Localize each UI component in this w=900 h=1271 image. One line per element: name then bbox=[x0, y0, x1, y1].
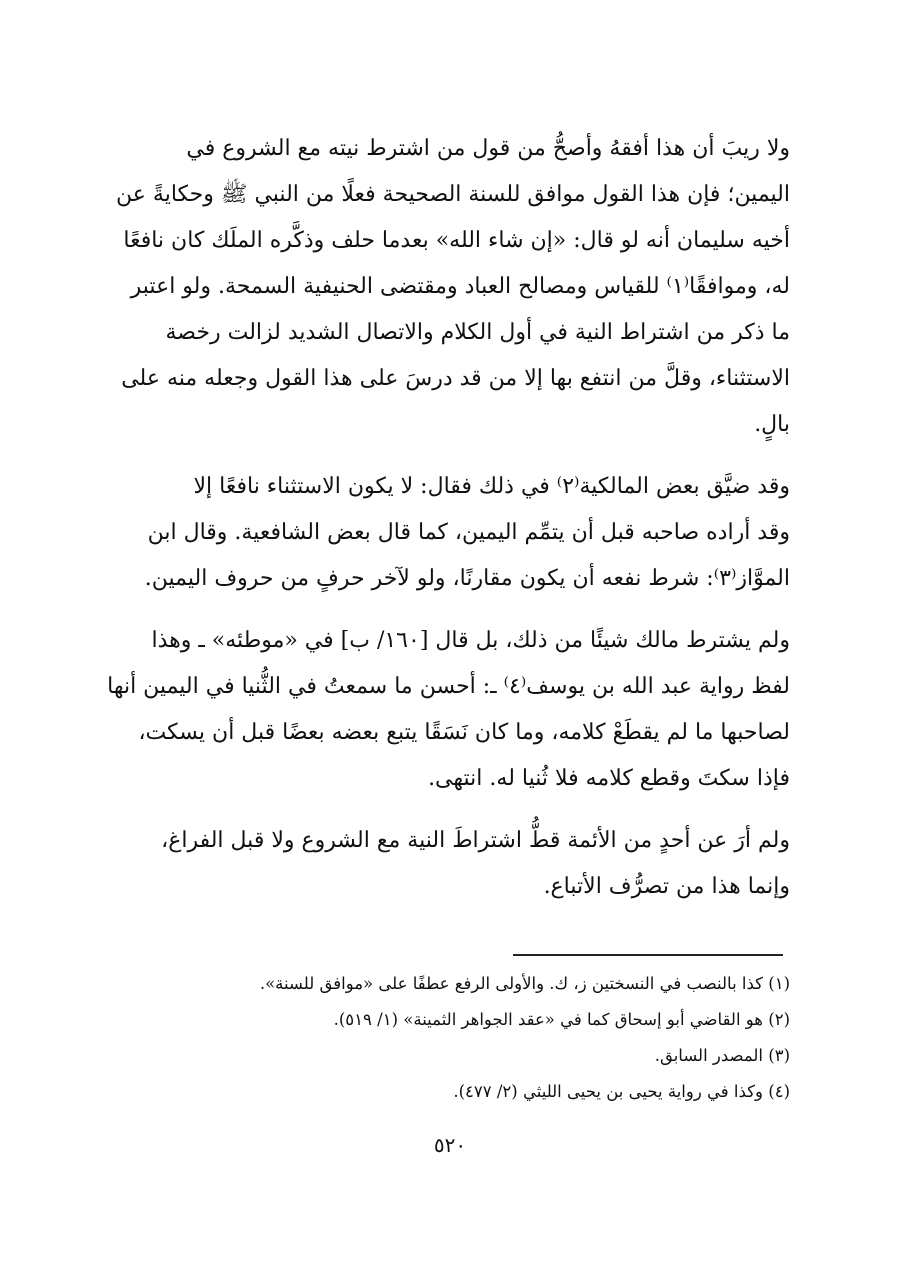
footnote-1: (١) كذا بالنصب في النسختين ز، ك. والأولى الرفع عطفًا على «موافق للسنة». bbox=[259, 974, 790, 993]
footnote-4: (٤) وكذا في رواية يحيى بن يحيى الليثي (٢/ ٤٧٧). bbox=[453, 1082, 790, 1101]
page-number: ٥٢٠ bbox=[433, 1133, 467, 1157]
text-line: الموَّاز⁽٣⁾: شرط نفعه أن يكون مقارنًا، ولو لآخر حرفٍ من حروف اليمين. bbox=[144, 566, 790, 591]
main-text bbox=[107, 126, 790, 926]
footnote-3: (٣) المصدر السابق. bbox=[654, 1046, 790, 1065]
paragraph-3 bbox=[107, 618, 790, 802]
paragraph-4 bbox=[112, 818, 790, 910]
text-line: ولم يشترط مالك شيئًا من ذلك، بل قال [١٦٠/ ب] في «موطئه» ـ وهذا bbox=[151, 628, 790, 653]
paragraph-2 bbox=[112, 464, 790, 602]
text-line: اليمين؛ فإن هذا القول موافق للسنة الصحيحة فعلًا من النبي ﷺ وحكايةً عن bbox=[116, 182, 790, 207]
text-line: له، وموافقًا⁽١⁾ للقياس ومصالح العباد ومقتضى الحنيفية السمحة. ولو اعتبر bbox=[130, 274, 790, 299]
paragraph-1 bbox=[112, 126, 790, 448]
footnote-separator bbox=[513, 954, 783, 956]
footnote-2: (٢) هو القاضي أبو إسحاق كما في «عقد الجواهر الثمينة» (١/ ٥١٩). bbox=[333, 1010, 790, 1029]
text-line: وقد ضيَّق بعض المالكية⁽٢⁾ في ذلك فقال: لا يكون الاستثناء نافعًا إلا bbox=[193, 474, 790, 499]
text-line: وقد أراده صاحبه قبل أن يتمِّم اليمين، كما قال بعض الشافعية. وقال ابن bbox=[147, 520, 790, 545]
text-line: فإذا سكتَ وقطع كلامه فلا ثُنيا له. انتهى. bbox=[428, 766, 790, 791]
text-line: الاستثناء، وقلَّ من انتفع بها إلا من قد درسَ على هذا القول وجعله منه على bbox=[121, 366, 790, 391]
footnotes bbox=[112, 966, 790, 1110]
text-line: ولم أرَ عن أحدٍ من الأئمة قطُّ اشتراطَ النية مع الشروع ولا قبل الفراغ، bbox=[161, 828, 790, 853]
text-line: لصاحبها ما لم يقطَعْ كلامه، وما كان نَسَقًا يتبع بعضه بعضًا قبل أن يسكت، bbox=[138, 720, 790, 745]
text-line: وإنما هذا من تصرُّف الأتباع. bbox=[543, 874, 790, 899]
text-line: لفظ رواية عبد الله بن يوسف⁽٤⁾ ـ: أحسن ما سمعتُ في الثُّنيا في اليمين أنها bbox=[107, 674, 790, 699]
text-line: بالٍ. bbox=[754, 412, 790, 437]
text-line: ولا ريبَ أن هذا أفقهُ وأصحُّ من قول من اشترط نيته مع الشروع في bbox=[186, 136, 790, 161]
text-line: أخيه سليمان أنه لو قال: «إن شاء الله» بعدما حلف وذكَّره الملَك كان نافعًا bbox=[123, 228, 790, 253]
text-line: ما ذكر من اشتراط النية في أول الكلام والاتصال الشديد لزالت رخصة bbox=[165, 320, 790, 345]
